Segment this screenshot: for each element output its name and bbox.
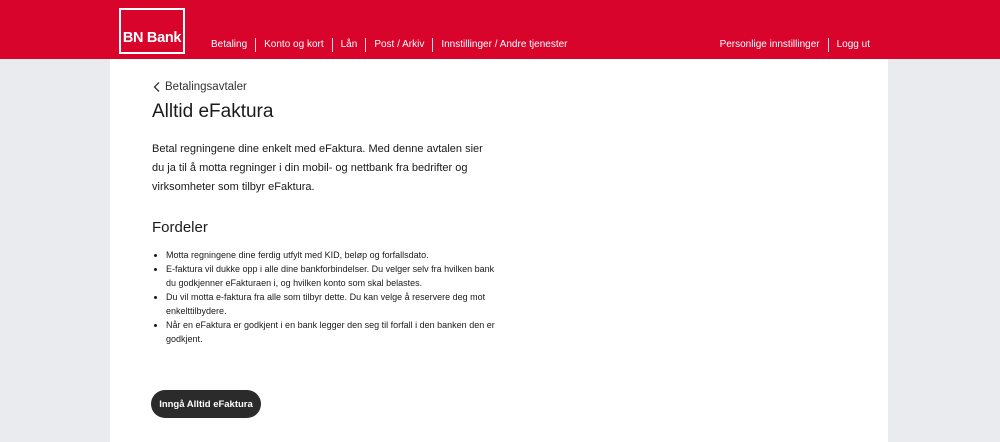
list-item: • Når en eFaktura er godkjent i en bank legger den seg til forfall i den banken den er godkjent.	[166, 318, 506, 346]
logo-text: BN Bank	[122, 30, 182, 46]
nav-item-konto-og-kort[interactable]: Konto og kort	[264, 39, 324, 50]
personal-settings-link[interactable]: Personlige innstillinger	[719, 39, 820, 50]
user-nav	[712, 37, 878, 53]
bn-bank-logo[interactable]	[119, 8, 185, 54]
nav-item-betaling[interactable]: Betaling	[211, 39, 248, 50]
benefits-heading: Fordeler	[152, 219, 208, 236]
logout-link[interactable]: Logg ut	[836, 39, 870, 50]
benefits-list	[152, 248, 506, 346]
back-link-label: Betalingsavtaler	[165, 81, 247, 93]
top-bar	[0, 0, 1000, 59]
back-link[interactable]	[152, 81, 247, 93]
nav-item-innstillinger[interactable]: Innstillinger / Andre tjenester	[441, 39, 568, 50]
chevron-left-icon	[152, 81, 162, 93]
main-nav	[203, 37, 576, 53]
nav-item-post-arkiv[interactable]: Post / Arkiv	[374, 39, 425, 50]
list-item: • E-faktura vil dukke opp i alle dine bankforbindelser. Du velger selv fra hvilken bank du godkjenner eFakturaen i, og hvilken konto som skal belastes.	[166, 262, 506, 290]
sign-alltid-efaktura-button[interactable]: Inngå Alltid eFaktura	[151, 390, 261, 418]
list-item: • Motta regningene dine ferdig utfylt med KID, beløp og forfallsdato.	[166, 248, 506, 262]
main-content	[110, 59, 888, 442]
list-item: • Du vil motta e-faktura fra alle som tilbyr dette. Du kan velge å reservere deg mot enkelttilbydere.	[166, 290, 506, 318]
page-title: Alltid eFaktura	[152, 101, 274, 122]
intro-text: Betal regningene dine enkelt med eFaktura. Med denne avtalen sier du ja til å motta regninger i din mobil- og nettbank fra bedrifter og virksomheter som tilbyr eFaktura.	[152, 143, 483, 193]
nav-item-lan[interactable]: Lån	[340, 39, 358, 50]
